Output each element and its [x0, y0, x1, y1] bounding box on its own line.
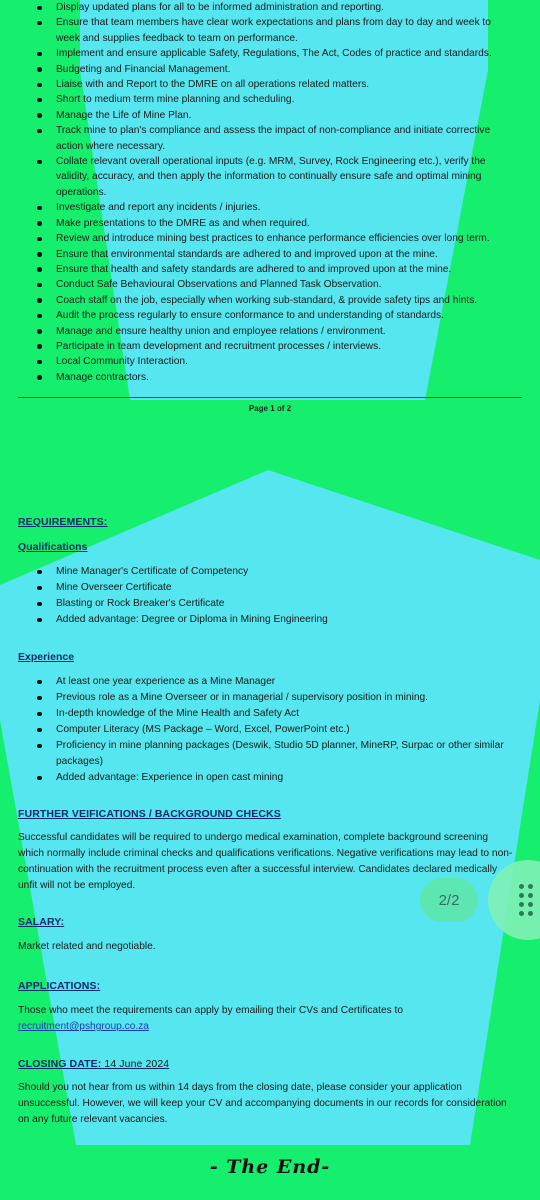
applications-instructions: Those who meet the requirements can apply by emailing their CVs and Certificates to: [18, 1005, 404, 1016]
list-item: Ensure that team members have clear work expectations and plans from day to day and week to week and supplies feedback to team on performance.: [0, 15, 540, 46]
list-item: Liaise with and Report to the DMRE on all operations related matters.: [0, 77, 540, 92]
list-item: Participate in team development and recruitment processes / interviews.: [0, 339, 540, 354]
closing-text: Should you not hear from us within 14 days from the closing date, please consider your application unsuccessful. However, we will keep your CV and accompanying documents in our records for consideration on any future relevant vacancies.: [18, 1082, 507, 1125]
page-gap-band: [0, 436, 540, 460]
list-item: Manage the Life of Mine Plan.: [0, 108, 540, 123]
document-page-2: [0, 460, 540, 1200]
list-item: Collate relevant overall operational inputs (e.g. MRM, Survey, Rock Engineering etc.), verify the validity, accuracy, and then apply the information to continually ensure safe and optimal mining operations.: [0, 154, 540, 200]
list-item: Display updated plans for all to be informed administration and reporting.: [0, 0, 540, 15]
list-item: Ensure that environmental standards are adhered to and improved upon at the mine.: [0, 247, 540, 262]
list-item: Investigate and report any incidents / injuries.: [0, 200, 540, 215]
list-item: Coach staff on the job, especially when working sub-standard, & provide safety tips and hints.: [0, 293, 540, 308]
applications-email-link[interactable]: recruitment@pshgroup.co.za: [18, 1021, 149, 1032]
list-item: Ensure that health and safety standards are adhered to and improved upon at the mine.: [0, 262, 540, 277]
further-verifications-heading: FURTHER VEIFICATIONS / BACKGROUND CHECKS: [18, 808, 281, 820]
list-item: Track mine to plan's compliance and assess the impact of non-compliance and initiate corrective action where necessary.: [0, 123, 540, 154]
list-item: Mine Manager's Certificate of Competency: [0, 564, 540, 580]
page-number: Page 1 of 2: [248, 404, 292, 413]
list-item: Review and introduce mining best practices to enhance performance efficiencies over long term.: [0, 231, 540, 246]
list-item: Blasting or Rock Breaker's Certificate: [0, 596, 540, 612]
list-item: Added advantage: Degree or Diploma in Mining Engineering: [0, 612, 540, 628]
further-verifications-text: Successful candidates will be required to undergo medical examination, complete background screening which normally include criminal checks and qualifications verifications. Negative verifications may lead to non-continuation with the recruitment process even after a successful interview. Candidates declared medically unfit will not be employed.: [18, 832, 513, 891]
qualifications-list: [0, 564, 540, 628]
list-item: At least one year experience as a Mine Manager: [0, 674, 540, 690]
list-item: Make presentations to the DMRE as and when required.: [0, 216, 540, 231]
applications-heading: APPLICATIONS:: [18, 980, 101, 992]
list-item: Manage contractors.: [0, 370, 540, 385]
list-item: Audit the process regularly to ensure conformance to and understanding of standards.: [0, 308, 540, 323]
document-page-1: [0, 0, 540, 436]
list-item: Conduct Safe Behavioural Observations and Planned Task Observation.: [0, 277, 540, 292]
salary-heading: SALARY:: [18, 916, 65, 928]
page-indicator-badge: 2/2: [420, 878, 478, 922]
list-item: Manage and ensure healthy union and employee relations / environment.: [0, 324, 540, 339]
closing-date-label: CLOSING DATE:: [18, 1058, 102, 1070]
list-item: Local Community Interaction.: [0, 354, 540, 369]
closing-date-value: 14 June 2024: [104, 1058, 170, 1070]
applications-text: [18, 1003, 514, 1035]
list-item: Proficiency in mine planning packages (Deswik, Studio 5D planner, MineRP, Surpac or other similar packages): [0, 738, 540, 770]
list-item: In-depth knowledge of the Mine Health and Safety Act: [0, 706, 540, 722]
list-item: Added advantage: Experience in open cast mining: [0, 770, 540, 786]
requirements-heading: REQUIREMENTS:: [18, 516, 108, 528]
list-item: Implement and ensure applicable Safety, Regulations, The Act, Codes of practice and standards.: [0, 46, 540, 61]
list-item: Previous role as a Mine Overseer or in managerial / supervisory position in mining.: [0, 690, 540, 706]
drag-handle-icon[interactable]: [519, 884, 535, 916]
experience-list: [0, 674, 540, 786]
experience-heading: Experience: [18, 651, 75, 663]
list-item: Mine Overseer Certificate: [0, 580, 540, 596]
qualifications-heading: Qualifications: [18, 541, 88, 553]
page-footer-divider: [18, 397, 522, 398]
list-item: Budgeting and Financial Management.: [0, 62, 540, 77]
list-item: Short to medium term mine planning and scheduling.: [0, 92, 540, 107]
the-end-signature: - The End-: [209, 1156, 331, 1178]
salary-text: Market related and negotiable.: [18, 941, 156, 952]
responsibilities-list: [0, 0, 540, 385]
closing-date-heading: [18, 1058, 169, 1070]
list-item: Computer Literacy (MS Package – Word, Excel, PowerPoint etc.): [0, 722, 540, 738]
